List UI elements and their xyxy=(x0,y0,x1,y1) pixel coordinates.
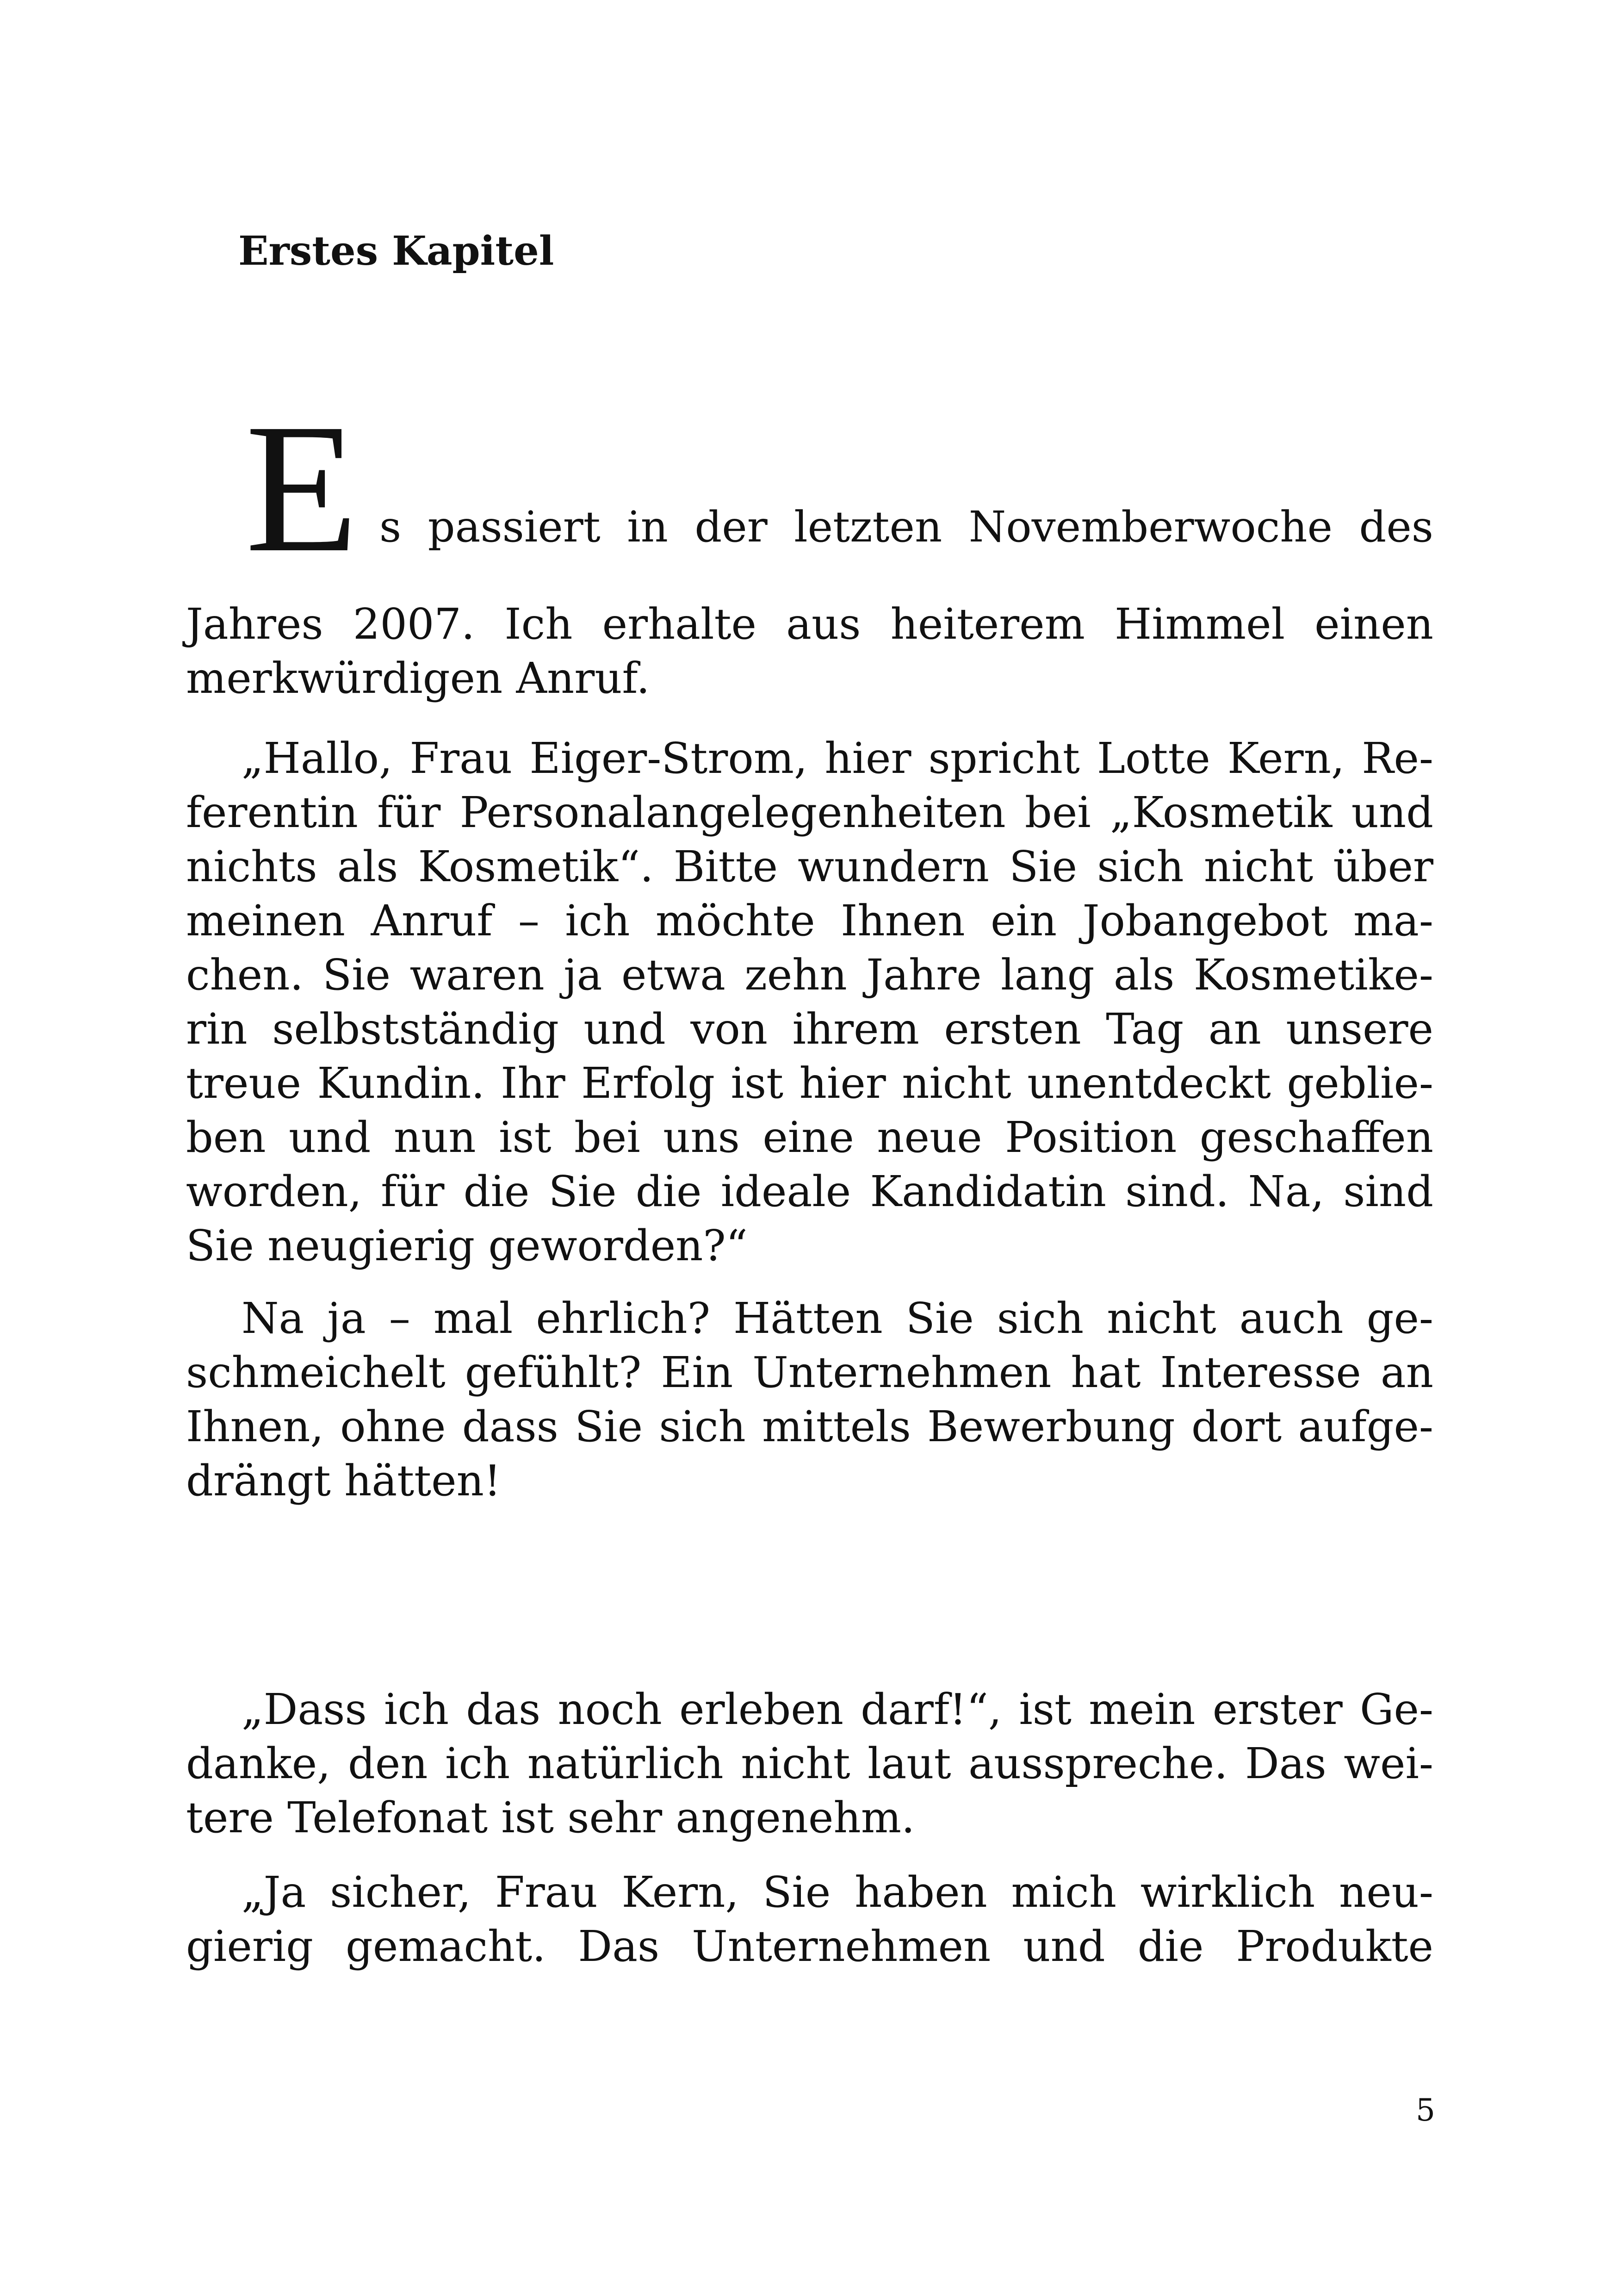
paragraph-line: „Dass ich das noch erleben darf!“, ist mein erster Ge- xyxy=(242,1685,1433,1734)
paragraph-line: schmeichelt gefühlt? Ein Unternehmen hat Interesse an xyxy=(186,1348,1433,1397)
paragraph-3 xyxy=(186,1291,1433,1508)
paragraph-line: meinen Anruf – ich möchte Ihnen ein Jobangebot ma- xyxy=(186,896,1433,946)
paragraph-line: nichts als Kosmetik“. Bitte wundern Sie sich nicht über xyxy=(186,842,1433,891)
drop-cap: E xyxy=(245,386,359,591)
paragraph-line: treue Kundin. Ihr Erfolg ist hier nicht unentdeckt geblie- xyxy=(186,1058,1433,1108)
chapter-title: Erstes Kapitel xyxy=(238,228,554,274)
paragraph-5 xyxy=(186,1865,1433,1973)
paragraph-line: tere Telefonat ist sehr angenehm. xyxy=(186,1793,915,1842)
paragraph-line: Jahres 2007. Ich erhalte aus heiterem Himmel einen xyxy=(186,599,1433,649)
paragraph-line: Ihnen, ohne dass Sie sich mittels Bewerbung dort aufge- xyxy=(186,1402,1433,1451)
paragraph-line: danke, den ich natürlich nicht laut ausspreche. Das wei- xyxy=(186,1739,1433,1788)
paragraph-line: drängt hätten! xyxy=(186,1456,501,1506)
paragraph-line: rin selbstständig und von ihrem ersten Tag an unsere xyxy=(186,1004,1433,1054)
paragraph-line: gierig gemacht. Das Unternehmen und die Produkte xyxy=(186,1922,1433,1971)
page-number: 5 xyxy=(1416,2092,1435,2128)
paragraph-line: ferentin für Personalangelegenheiten bei „Kosmetik und xyxy=(186,788,1433,837)
paragraph-1 xyxy=(186,597,1433,705)
paragraph-line: merkwürdigen Anruf. xyxy=(186,653,650,703)
paragraph-line: Na ja – mal ehrlich? Hätten Sie sich nicht auch ge- xyxy=(242,1294,1433,1343)
paragraph-2 xyxy=(186,731,1433,1273)
first-line: s passiert in der letzten Novemberwoche des xyxy=(379,502,1433,552)
paragraph-line: Sie neugierig geworden?“ xyxy=(186,1221,748,1270)
paragraph-line: ben und nun ist bei uns eine neue Position geschaffen xyxy=(186,1113,1433,1162)
paragraph-4 xyxy=(186,1682,1433,1845)
paragraph-line: „Ja sicher, Frau Kern, Sie haben mich wirklich neu- xyxy=(242,1867,1433,1917)
paragraph-line: „Hallo, Frau Eiger-Strom, hier spricht Lotte Kern, Re- xyxy=(242,734,1433,783)
paragraph-line: chen. Sie waren ja etwa zehn Jahre lang als Kosmetike- xyxy=(186,950,1433,1000)
paragraph-line: worden, für die Sie die ideale Kandidatin sind. Na, sind xyxy=(186,1167,1433,1216)
